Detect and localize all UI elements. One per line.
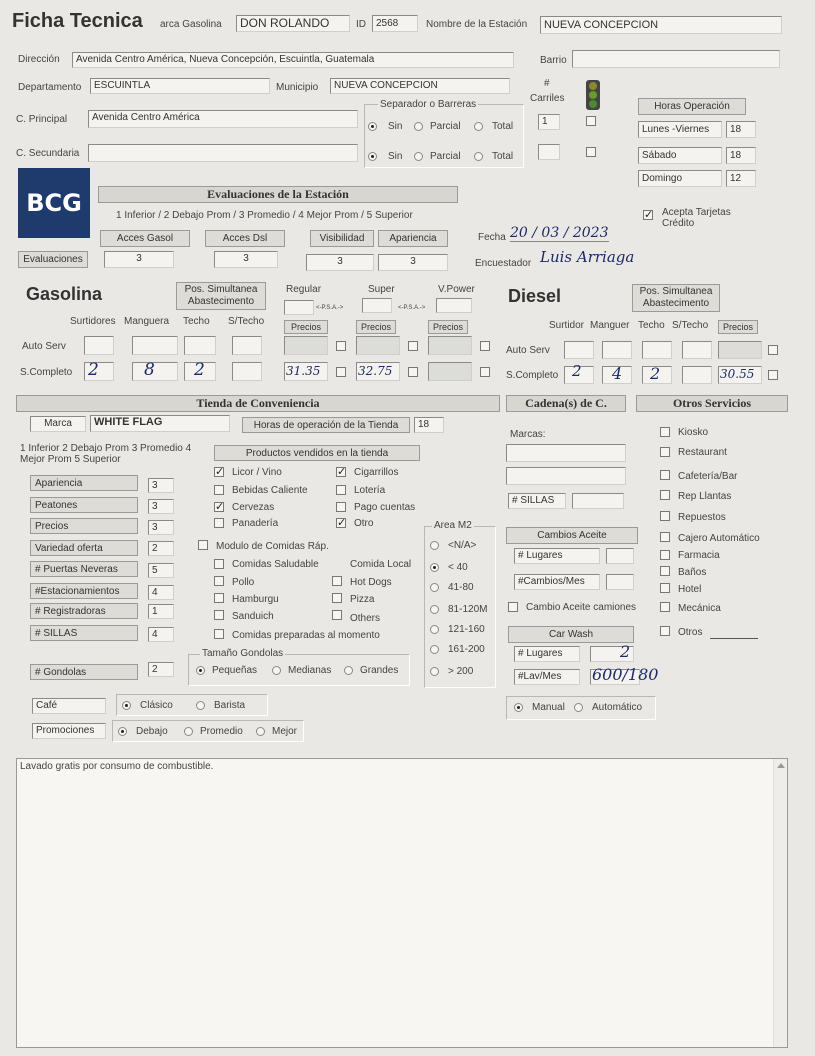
service-label: Cajero Automático [678,533,760,544]
product-bill-pay-checkbox[interactable] [336,502,346,512]
area-81-120-radio[interactable] [430,605,439,614]
store-brand-field[interactable]: WHITE FLAG [90,415,230,432]
separator-main-none-radio[interactable] [368,122,377,131]
service-restrooms-checkbox[interactable] [660,566,670,576]
diesel-col-techo: Techo [638,320,665,331]
promotions-label: Promociones [32,723,106,739]
oil-changes-label: #Cambios/Mes [514,574,600,590]
notes-text: Lavado gratis por consumo de combustible. [20,761,214,772]
separator-main-total-radio[interactable] [474,122,483,131]
date-value[interactable]: 20 / 03 / 2023 [510,225,609,241]
wash-places-label: # Lugares [514,646,580,662]
area-161-200-radio[interactable] [430,645,439,654]
gondola-large-radio[interactable] [344,666,353,675]
saturday-hours-field[interactable]: 18 [726,147,756,164]
product-cigarettes-checkbox[interactable] [336,467,346,477]
area-under-40-radio[interactable] [430,563,439,572]
fast-food-module-checkbox[interactable] [198,540,208,550]
col-manguera: Manguera [124,316,170,327]
local-food-label: Comida Local [350,559,412,570]
diesel-full-checkbox[interactable] [768,370,778,380]
diesel-col-manguer: Manguer [590,320,630,331]
gondolas-field[interactable]: 2 [148,662,174,677]
area-41-80-radio[interactable] [430,583,439,592]
sunday-hours-field[interactable]: 12 [726,170,756,187]
service-mechanic-checkbox[interactable] [660,602,670,612]
psa-label: <-P.S.A.-> [316,305,344,311]
diesel-full-price-value: 30.55 [720,367,755,381]
service-restaurant-checkbox[interactable] [660,447,670,457]
diesel-col-surtidor: Surtidor [549,320,585,331]
hours-button[interactable]: Horas Operación [638,98,746,115]
promo-option: Promedio [200,726,243,737]
cafe-barista-radio[interactable] [196,701,205,710]
service-other-line[interactable] [710,638,758,639]
surveyor-label: Encuestador [475,258,532,269]
rating-parking-label[interactable]: #Estacionamientos [30,583,138,599]
eval-access-gas-button[interactable]: Acces Gasol [100,230,190,247]
gas-full-regular-checkbox[interactable] [336,367,346,377]
scrollbar[interactable] [773,759,787,1047]
notes-textarea[interactable] [16,758,788,1048]
gas-full-manguera-value: 8 [144,360,155,380]
wash-automatic-radio[interactable] [574,703,583,712]
service-label: Farmacia [678,550,720,561]
psa-label: <-P.S.A.-> [398,305,426,311]
rating-chairs-field[interactable]: 4 [148,627,174,642]
weekday-hours-field[interactable]: 18 [726,121,756,138]
gas-full-techo-value: 2 [194,360,205,380]
service-parts-checkbox[interactable] [660,511,670,521]
rating-appearance-label[interactable]: Apariencia [30,475,138,491]
area-option: > 200 [448,666,474,677]
super-prices-button[interactable]: Precios [356,320,396,334]
local-food-item-label: Hot Dogs [350,577,392,588]
diesel-auto-price[interactable] [718,341,762,359]
gasoline-simultaneous-button[interactable]: Pos. Simultanea Abastecimento [176,282,266,310]
neighborhood-label: Barrio [540,55,567,66]
food-item-label: Comidas preparadas al momento [232,630,380,641]
product-label: Cervezas [232,502,275,513]
area-option: 121-160 [448,624,485,635]
diesel-prices-button[interactable]: Precios [718,320,758,334]
eval-visibility-field[interactable]: 3 [306,254,374,271]
product-bakery-checkbox[interactable] [214,518,224,528]
service-label: Cafetería/Bar [678,471,738,482]
rating-chairs-label[interactable]: # SILLAS [30,625,138,641]
product-label: Pago cuentas [354,502,416,513]
pizza-checkbox[interactable] [332,593,342,603]
gas-auto-vpower-checkbox[interactable] [480,341,490,351]
product-liquor-checkbox[interactable] [214,467,224,477]
service-label: Kiosko [678,427,709,438]
main-street-label: C. Principal [16,114,68,125]
gas-auto-stecho[interactable] [232,336,262,355]
regular-simul-field[interactable] [284,300,314,315]
service-label: Rep Llantas [678,491,732,502]
service-tire-repair-checkbox[interactable] [660,490,670,500]
store-hours-field[interactable]: 18 [414,417,444,433]
oil-places-label: # Lugares [514,548,600,564]
separator-main-partial-radio[interactable] [414,122,423,131]
gondolas-label[interactable]: # Gondolas [30,664,138,680]
chains-brand-field-1[interactable] [506,444,626,462]
area-over-200-radio[interactable] [430,667,439,676]
full-serv-label: S.Completo [20,367,73,378]
weekday-hours-label: Lunes -Viernes [638,121,722,138]
product-label: Panadería [232,518,279,529]
cafe-label: Café [32,698,106,714]
traffic-light-icon [586,80,600,110]
chains-title: Cadena(s) de C. [506,395,626,412]
sunday-hours-label: Domingo [638,170,722,187]
wash-option: Manual [532,702,565,713]
eval-appearance-button[interactable]: Apariencia [378,230,448,247]
service-cafeteria-checkbox[interactable] [660,470,670,480]
promo-below-radio[interactable] [118,727,127,736]
brand-field[interactable]: DON ROLANDO [236,15,350,32]
rating-variety-field[interactable]: 2 [148,541,174,556]
products-sold-button[interactable]: Productos vendidos en la tienda [214,445,420,461]
vpower-simul-field[interactable] [436,298,472,313]
auto-serv-label: Auto Serv [22,341,66,352]
service-pharmacy-checkbox[interactable] [660,550,670,560]
cafe-classic-radio[interactable] [122,701,131,710]
col-surtidores: Surtidores [70,316,116,327]
product-label: Otro [354,518,374,529]
form-title: Ficha Tecnica [12,10,143,32]
vpower-prices-button[interactable]: Precios [428,320,468,334]
truck-oil-change-checkbox[interactable] [508,602,518,612]
gas-auto-manguera[interactable] [132,336,178,355]
lanes-secondary-checkbox[interactable] [586,147,596,157]
eval-access-diesel-field[interactable]: 3 [214,251,278,268]
food-item-label: Comidas Saludable [232,559,319,570]
diesel-full-techo-value: 2 [650,364,661,383]
lanes-label: Carriles [530,93,565,104]
date-label: Fecha [478,232,506,243]
diesel-auto-techo[interactable] [642,341,672,359]
product-label: Licor / Vino [232,467,282,478]
service-other-checkbox[interactable] [660,626,670,636]
diesel-auto-serv-label: Auto Serv [506,345,550,356]
promo-better-radio[interactable] [256,727,265,736]
gondola-medium-radio[interactable] [272,666,281,675]
service-atm-checkbox[interactable] [660,532,670,542]
product-hot-drinks-checkbox[interactable] [214,485,224,495]
service-label: Hotel [678,584,702,595]
gasoline-title: Gasolina [26,284,103,304]
oil-places-field[interactable] [606,548,634,564]
lanes-main-checkbox[interactable] [586,116,596,126]
department-label: Departamento [18,82,82,93]
area-option: <N/A> [448,540,477,551]
lanes-main-field[interactable]: 1 [538,114,560,130]
others-food-checkbox[interactable] [332,610,342,620]
option-label: Sin [388,151,403,162]
chicken-checkbox[interactable] [214,576,224,586]
accepts-cards-label: Acepta Tarjetas Crédito [662,207,731,229]
promo-option: Mejor [272,726,298,737]
gas-full-manguera[interactable] [132,362,178,381]
car-wash-button[interactable]: Car Wash [508,626,634,643]
service-label: Baños [678,567,707,578]
rating-parking-field[interactable]: 4 [148,585,174,600]
separator-secondary-none-radio[interactable] [368,152,377,161]
diesel-auto-stecho[interactable] [682,341,712,359]
diesel-full-serv-label: S.Completo [506,370,559,381]
food-item-label: Sanduich [232,611,274,622]
eval-access-diesel-button[interactable]: Acces Dsl [205,230,285,247]
municipality-field[interactable]: NUEVA CONCEPCION [330,78,510,94]
gas-full-price-vpower[interactable] [428,362,472,381]
col-techo: Techo [183,316,210,327]
municipality-label: Municipio [276,82,319,93]
rating-fridge-doors-field[interactable]: 5 [148,563,174,578]
gondola-size-option: Pequeñas [212,665,258,676]
rating-pedestrians-label[interactable]: Peatones [30,497,138,513]
product-label: Cigarrillos [354,467,399,478]
neighborhood-field[interactable] [572,50,780,68]
gas-full-price-super-value: 32.75 [358,364,393,378]
area-label: Area M2 [434,520,472,531]
cafe-option: Barista [214,700,246,711]
surveyor-value[interactable]: Luis Arriaga [540,248,635,266]
rating-prices-label[interactable]: Precios [30,518,138,534]
option-label: Parcial [430,121,461,132]
food-item-label: Hamburgu [232,594,279,605]
gas-full-vpower-checkbox[interactable] [480,367,490,377]
burgers-checkbox[interactable] [214,593,224,603]
option-label: Total [492,151,514,162]
cafe-group [116,694,268,716]
area-option: 81-120M [448,604,488,615]
diesel-auto-manguer[interactable] [602,341,632,359]
product-label: Bebidas Caliente [232,485,308,496]
gondola-size-option: Medianas [288,665,332,676]
product-beer-checkbox[interactable] [214,502,224,512]
separator-secondary-partial-radio[interactable] [414,152,423,161]
main-street-field[interactable]: Avenida Centro América [88,110,358,128]
healthy-food-checkbox[interactable] [214,559,224,569]
fuel-super-label: Super [368,284,395,295]
oil-change-button[interactable]: Cambios Aceite [506,527,638,544]
eval-appearance-field[interactable]: 3 [378,254,448,271]
gondola-size-option: Grandes [360,665,399,676]
diesel-full-surtidor-value: 2 [572,362,582,380]
service-label: Repuestos [678,512,726,523]
rating-registers-field[interactable]: 1 [148,604,174,619]
wash-per-month-label: #Lav/Mes [514,669,580,685]
diesel-auto-checkbox[interactable] [768,345,778,355]
rating-pedestrians-field[interactable]: 3 [148,499,174,514]
rating-variety-label[interactable]: Variedad oferta [30,540,138,556]
fast-food-module-label: Modulo de Comidas Ráp. [216,541,329,552]
evaluation-title: Evaluaciones de la Estación [98,186,458,203]
service-hotel-checkbox[interactable] [660,583,670,593]
diesel-simultaneous-button[interactable]: Pos. Simultanea Abastecimento [632,284,720,312]
gas-auto-price-regular[interactable] [284,336,328,355]
store-scale: 1 Inferior 2 Debajo Prom 3 Promedio 4 Mejor Prom 5 Superior [20,443,192,465]
store-hours-button[interactable]: Horas de operación de la Tienda [242,417,410,433]
area-option: 161-200 [448,644,485,655]
gas-auto-price-vpower[interactable] [428,336,472,355]
service-label: Restaurant [678,447,727,458]
rating-fridge-doors-label[interactable]: # Puertas Neveras [30,561,138,577]
sandwich-checkbox[interactable] [214,610,224,620]
promo-average-radio[interactable] [184,727,193,736]
wash-per-month-value: 600/180 [592,665,659,684]
product-lottery-checkbox[interactable] [336,485,346,495]
local-food-item-label: Others [350,613,381,624]
saturday-hours-label: Sábado [638,147,722,164]
chains-brand-field-2[interactable] [506,467,626,485]
promo-option: Debajo [136,726,168,737]
truck-oil-change-label: Cambio Aceite camiones [526,602,637,613]
regular-prices-button[interactable]: Precios [284,320,328,334]
scroll-up-icon[interactable] [777,763,785,768]
area-option: < 40 [448,562,468,573]
separator-secondary-total-radio[interactable] [474,152,483,161]
chains-sillas-label: # SILLAS [508,493,566,509]
gas-full-price-regular-value: 31.35 [286,364,321,378]
option-label: Sin [388,121,403,132]
diesel-full-stecho[interactable] [682,366,712,384]
wash-places-value: 2 [620,642,631,661]
gas-auto-techo[interactable] [184,336,216,355]
food-item-label: Pollo [232,577,255,588]
product-label: Lotería [354,485,386,496]
fuel-regular-label: Regular [286,284,322,295]
other-services-title: Otros Servicios [636,395,788,412]
bcg-logo: BCG [18,168,90,238]
rating-prices-field[interactable]: 3 [148,520,174,535]
evaluation-scale: 1 Inferior / 2 Debajo Prom / 3 Promedio / 4 Mejor Prom / 5 Superior [116,210,413,221]
option-label: Total [492,121,514,132]
cafe-option: Clásico [140,700,173,711]
wash-manual-radio[interactable] [514,703,523,712]
station-name-label: Nombre de la Estación [426,19,528,30]
chains-brands-label: Marcas: [510,429,546,440]
diesel-auto-surtidor[interactable] [564,341,594,359]
station-name-field[interactable]: NUEVA CONCEPCION [540,16,782,34]
diesel-full-manguer-value: 4 [612,364,623,383]
store-brand-label: Marca [30,416,86,432]
department-field[interactable]: ESCUINTLA [90,78,270,94]
separator-label: Separador o Barreras [380,99,477,110]
id-field[interactable]: 2568 [372,15,418,32]
col-stecho: S/Techo [228,316,265,327]
prepared-food-checkbox[interactable] [214,629,224,639]
fuel-vpower-label: V.Power [438,284,475,295]
hot-dogs-checkbox[interactable] [332,576,342,586]
rating-registers-label[interactable]: # Registradoras [30,603,138,619]
id-label: ID [356,19,366,30]
secondary-street-field[interactable] [88,144,358,162]
convenience-store-title: Tienda de Conveniencia [16,395,500,412]
option-label: Parcial [430,151,461,162]
oil-changes-field[interactable] [606,574,634,590]
area-121-160-radio[interactable] [430,625,439,634]
eval-access-gas-field[interactable]: 3 [104,251,174,268]
wash-option: Automático [592,702,643,713]
gas-auto-regular-checkbox[interactable] [336,341,346,351]
service-label: Otros [678,627,703,638]
service-kiosk-checkbox[interactable] [660,427,670,437]
gas-full-stecho[interactable] [232,362,262,381]
diesel-title: Diesel [508,286,562,306]
gondola-size-label: Tamaño Gondolas [202,648,284,659]
lanes-secondary-field[interactable] [538,144,560,160]
gas-auto-price-super[interactable] [356,336,400,355]
chains-sillas-field[interactable] [572,493,624,509]
gondola-small-radio[interactable] [196,666,205,675]
address-field[interactable]: Avenida Centro América, Nueva Concepción, Escuintla, Guatemala [72,52,514,68]
super-simul-field[interactable] [362,298,392,313]
accepts-cards-checkbox[interactable] [643,210,653,220]
lanes-hash: # [544,78,550,89]
address-label: Dirección [18,54,60,65]
brand-label: arca Gasolina [160,19,222,30]
secondary-street-label: C. Secundaria [16,148,80,159]
product-other-checkbox[interactable] [336,518,346,528]
diesel-col-stecho: S/Techo [672,320,709,331]
evaluations-button[interactable]: Evaluaciones [18,251,88,268]
local-food-item-label: Pizza [350,594,375,605]
gas-full-surtidores-value: 2 [88,360,99,380]
gas-auto-super-checkbox[interactable] [408,341,418,351]
gas-full-super-checkbox[interactable] [408,367,418,377]
area-na-radio[interactable] [430,541,439,550]
service-label: Mecánica [678,603,721,614]
area-option: 41-80 [448,582,474,593]
rating-appearance-field[interactable]: 3 [148,478,174,493]
gas-auto-surtidores[interactable] [84,336,114,355]
eval-visibility-button[interactable]: Visibilidad [310,230,374,247]
